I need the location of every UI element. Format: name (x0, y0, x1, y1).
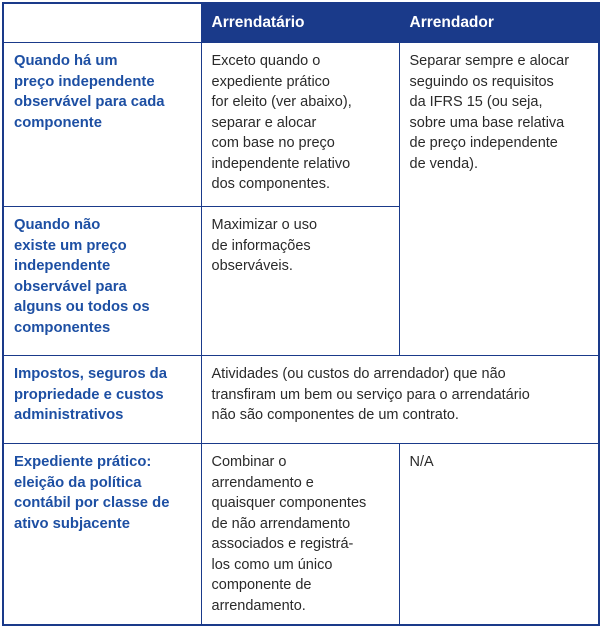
lessee-text: Maximizar o uso de informações observáveis. (211, 217, 318, 274)
lessee-text: Combinar o arrendamento e quaisquer componentes de não arrendamento associados e registrá- los como um único componente de arrendamento. (211, 454, 367, 614)
row-label-text: Quando não existe um preço independente observável para alguns ou todos os componentes (14, 217, 150, 336)
lessee-cell (201, 207, 399, 356)
header-lessee: Arrendatário (201, 3, 399, 43)
row-label (3, 207, 201, 356)
merged-cell (201, 356, 599, 444)
lessor-text: N/A (409, 454, 434, 470)
merged-text: Atividades (ou custos do arrendador) que não transfiram um bem ou serviço para o arrendatário não são componentes de um contrato. (211, 366, 530, 423)
lease-components-table (2, 2, 600, 626)
table-row (3, 43, 599, 207)
lessor-cell-merged (399, 43, 599, 356)
lessee-cell (201, 43, 399, 207)
table-header-row (3, 3, 599, 43)
row-label-text: Quando há um preço independente observável para cada componente (14, 53, 165, 131)
row-label (3, 43, 201, 207)
comparison-table-frame (2, 2, 598, 626)
header-lessor: Arrendador (399, 3, 599, 43)
row-label-text: Expediente prático: eleição da política contábil por classe de ativo subjacente (14, 454, 170, 532)
lessor-text: Separar sempre e alocar seguindo os requisitos da IFRS 15 (ou seja, sobre uma base relativa de preço independente de venda). (409, 53, 570, 172)
lessee-cell (201, 444, 399, 626)
row-label-text: Impostos, seguros da propriedade e custos administrativos (14, 366, 167, 423)
lessor-cell (399, 444, 599, 626)
row-label (3, 444, 201, 626)
lessee-text: Exceto quando o expediente prático for eleito (ver abaixo), separar e alocar com base no preço independente relativo dos componentes. (211, 53, 352, 192)
table-row (3, 444, 599, 626)
table-row (3, 356, 599, 444)
row-label (3, 356, 201, 444)
header-blank-cell (3, 3, 201, 43)
